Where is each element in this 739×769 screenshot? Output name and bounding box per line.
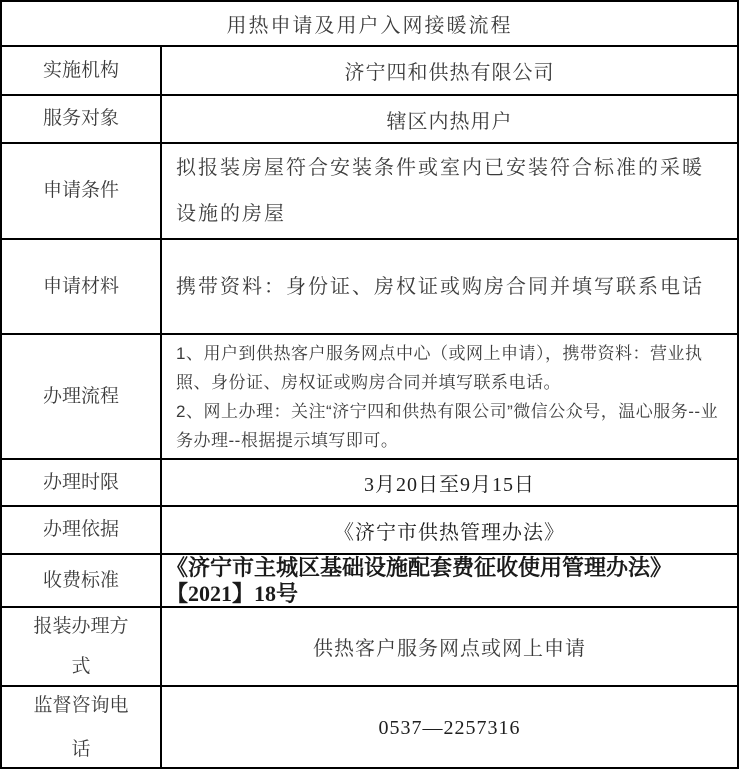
row-label: 办理时限 (2, 460, 162, 505)
row-label: 申请材料 (2, 240, 162, 333)
row-label: 报装办理方式 (2, 608, 162, 685)
process-step-1: 1、用户到供热客户服务网点中心（或网上申请），携带资料：营业执照、身份证、房权证或购房合同并填写联系电话。 (176, 343, 703, 392)
row-label: 服务对象 (2, 96, 162, 142)
row-content: 3月20日至9月15日 (364, 474, 535, 496)
row-application-conditions (2, 142, 737, 238)
row-time-limit (2, 458, 737, 505)
row-content: 携带资料：身份证、房权证或购房合同并填写联系电话 (176, 275, 704, 298)
row-label: 申请条件 (2, 144, 162, 238)
row-fee-standard (2, 553, 737, 606)
row-label: 办理依据 (2, 507, 162, 553)
row-label: 办理流程 (2, 335, 162, 458)
row-content (162, 335, 737, 458)
row-label: 收费标准 (2, 555, 162, 606)
row-process (2, 333, 737, 458)
row-label: 实施机构 (2, 47, 162, 94)
row-implementing-agency (2, 45, 737, 94)
row-legal-basis (2, 505, 737, 553)
row-application-materials (2, 238, 737, 333)
process-step-2: 2、网上办理：关注“济宁四和供热有限公司”微信公众号，温心服务--业务办理--根据提示填写即可。 (176, 401, 719, 450)
row-application-method (2, 606, 737, 685)
row-content: 拟报装房屋符合安装条件或室内已安装符合标准的采暖设施的房屋 (176, 157, 704, 225)
row-content: 辖区内热用户 (386, 110, 513, 133)
table-title-row (2, 2, 737, 45)
row-content: 0537—2257316 (378, 716, 521, 739)
row-content: 《济宁市主城区基础设施配套费征收使用管理办法》【2021】18号 (166, 555, 673, 606)
row-content: 《济宁市供热管理办法》 (334, 521, 565, 544)
row-supervision-phone (2, 685, 737, 769)
row-service-target (2, 94, 737, 142)
row-label: 监督咨询电话 (2, 687, 162, 769)
row-content: 供热客户服务网点或网上申请 (313, 638, 586, 660)
table-title: 用热申请及用户入网接暖流程 (226, 15, 513, 37)
row-content: 济宁四和供热有限公司 (344, 62, 555, 84)
